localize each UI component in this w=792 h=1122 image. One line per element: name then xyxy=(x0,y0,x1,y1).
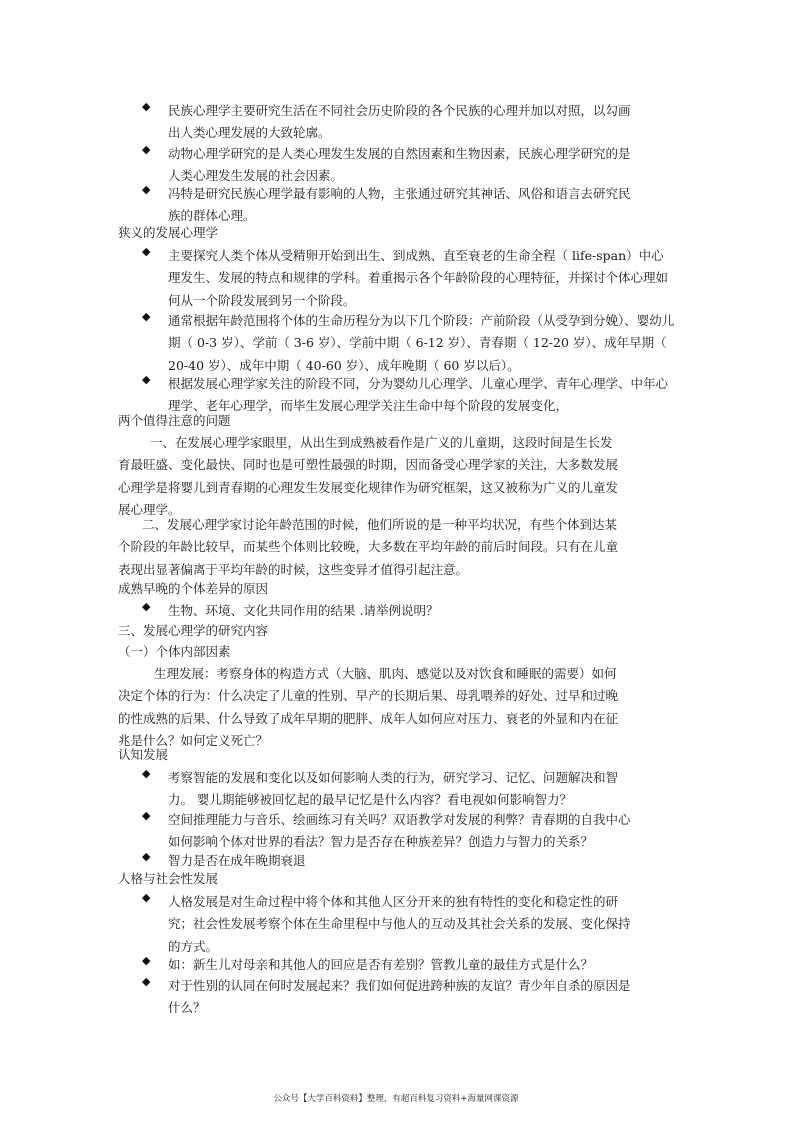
bullet-text: 空间推理能力与音乐、绘画练习有关吗？双语教学对发展的利弊？青春期的自我中心如何影响个体对世界的看法？智力是否存在种族差异？创造力与智力的关系？ xyxy=(168,812,631,850)
paragraph: 二、发展心理学家讨论年龄范围的时候，他们所说的是一种平均状况，有些个体到达某个阶段的年龄比较早，而某些个体则比较晚，大多数在平均年龄的前后时间段。只有在儿童表现出显著偏离于平均年龄的时候，这些变异才值得引起注意。 xyxy=(118,517,619,577)
bullet-text: 冯特是研究民族心理学最有影响的人物，主张通过研究其神话、风俗和语言去研究民族的群体心理。 xyxy=(168,186,631,224)
bullet-text: 通常根据年龄范围将个体的生命历程分为以下几个阶段：产前阶段（从受孕到分娩）、婴幼儿期（ 0-3 岁）、学前（ 3-6 岁）、学前中期（ 6-12 岁）、青春期（ 12-20 岁）、成年早期（ 20-40 岁）、成年中期（ 40-60 岁）、成年晚期（ 60 岁以后）。 xyxy=(168,313,675,373)
bullet-text: 对于性别的认同在何时发展起来？我们如何促进跨种族的友谊？青少年自杀的原因是什么？ xyxy=(168,978,631,1016)
bullet-diamond-icon: ◆ xyxy=(142,245,151,258)
bullet-text: 智力是否在成年晚期衰退 xyxy=(168,853,306,868)
bullet-diamond-icon: ◆ xyxy=(142,954,151,967)
bullet-diamond-icon: ◆ xyxy=(142,850,151,863)
paragraph: 生理发展：考察身体的构造方式（大脑、肌肉、感觉以及对饮食和睡眠的需要）如何决定个体的行为：什么决定了儿童的性别、早产的长期后果、母乳喂养的好处、过早和过晚的性成熟的后果、什么导致了成年早期的肥胖、成年人如何应对压力、衰老的外显和内在征兆是什么？如何定义死亡？ xyxy=(118,666,619,749)
section-heading: 认知发展 xyxy=(118,747,169,762)
paragraph: 一、在发展心理学家眼里，从出生到成熟被看作是广义的儿童期，这段时间是生长发育最旺盛、变化最快、同时也是可塑性最强的时期，因而备受心理学家的关注，大多数发展心理学是将婴儿到青春期的心理发生发展变化规律作为研究框架，这又被称为广义的儿童发展心理学。 xyxy=(118,435,619,518)
section-heading: 两个值得注意的问题 xyxy=(118,413,231,428)
list-item xyxy=(142,245,672,312)
bullet-diamond-icon: ◆ xyxy=(142,143,151,156)
bullet-diamond-icon: ◆ xyxy=(142,183,151,196)
list-item xyxy=(142,310,677,377)
list-item xyxy=(142,891,642,958)
list-item xyxy=(142,100,642,145)
bullet-diamond-icon: ◆ xyxy=(142,100,151,113)
bullet-diamond-icon: ◆ xyxy=(142,600,151,613)
bullet-diamond-icon: ◆ xyxy=(142,891,151,904)
bullet-diamond-icon: ◆ xyxy=(142,975,151,988)
bullet-text: 主要探究人类个体从受精卵开始到出生、到成熟、直至衰老的生命全程（ life-span）中心理发生、发展的特点和规律的学科。着重揭示各个年龄阶段的心理特征，并探讨个体心理如何从一个阶段发展到另一个阶段。 xyxy=(168,248,669,308)
bullet-text: 生物、环境、文化共同作用的结果 .请举例说明？ xyxy=(168,603,439,618)
section-heading: 成熟早晚的个体差异的原因 xyxy=(118,581,269,596)
list-item xyxy=(142,809,642,854)
section-heading: 狭义的发展心理学 xyxy=(118,225,219,240)
section-heading: 人格与社会性发展 xyxy=(118,871,219,886)
list-item xyxy=(142,975,642,1020)
list-item xyxy=(142,767,642,812)
bullet-diamond-icon: ◆ xyxy=(142,767,151,780)
section-heading: 三、发展心理学的研究内容 xyxy=(118,623,269,638)
bullet-diamond-icon: ◆ xyxy=(142,373,151,386)
section-subheading: （一）个体内部因素 xyxy=(118,644,231,659)
bullet-diamond-icon: ◆ xyxy=(142,809,151,822)
bullet-text: 民族心理学主要研究生活在不同社会历史阶段的各个民族的心理并加以对照，以勾画出人类心理发展的大致轮廓。 xyxy=(168,103,631,141)
list-item xyxy=(142,143,642,188)
list-item xyxy=(142,954,642,976)
bullet-text: 人格发展是对生命过程中将个体和其他人区分开来的独有特性的变化和稳定性的研究；社会性发展考察个体在生命里程中与他人的互动及其社会关系的发展、变化保持的方式。 xyxy=(168,894,631,954)
bullet-text: 动物心理学研究的是人类心理发生发展的自然因素和生物因素，民族心理学研究的是人类心理发生发展的社会因素。 xyxy=(168,146,631,184)
bullet-diamond-icon: ◆ xyxy=(142,310,151,323)
bullet-text: 考察智能的发展和变化以及如何影响人类的行为，研究学习、记忆、问题解决和智力。 婴儿期能够被回忆起的最早记忆是什么内容？看电视如何影响智力？ xyxy=(168,770,619,808)
page-footer: 公众号【大学百科资料】整理，有超百科复习资料+海量网课资源 xyxy=(273,1094,519,1104)
bullet-text: 如：新生儿对母亲和其他人的回应是否有差别？管教儿童的最佳方式是什么？ xyxy=(168,957,594,972)
bullet-text: 根据发展心理学家关注的阶段不同，分为婴幼儿心理学、儿童心理学、青年心理学、中年心理学、老年心理学，而毕生发展心理学关注生命中每个阶段的发展变化， xyxy=(168,376,669,414)
